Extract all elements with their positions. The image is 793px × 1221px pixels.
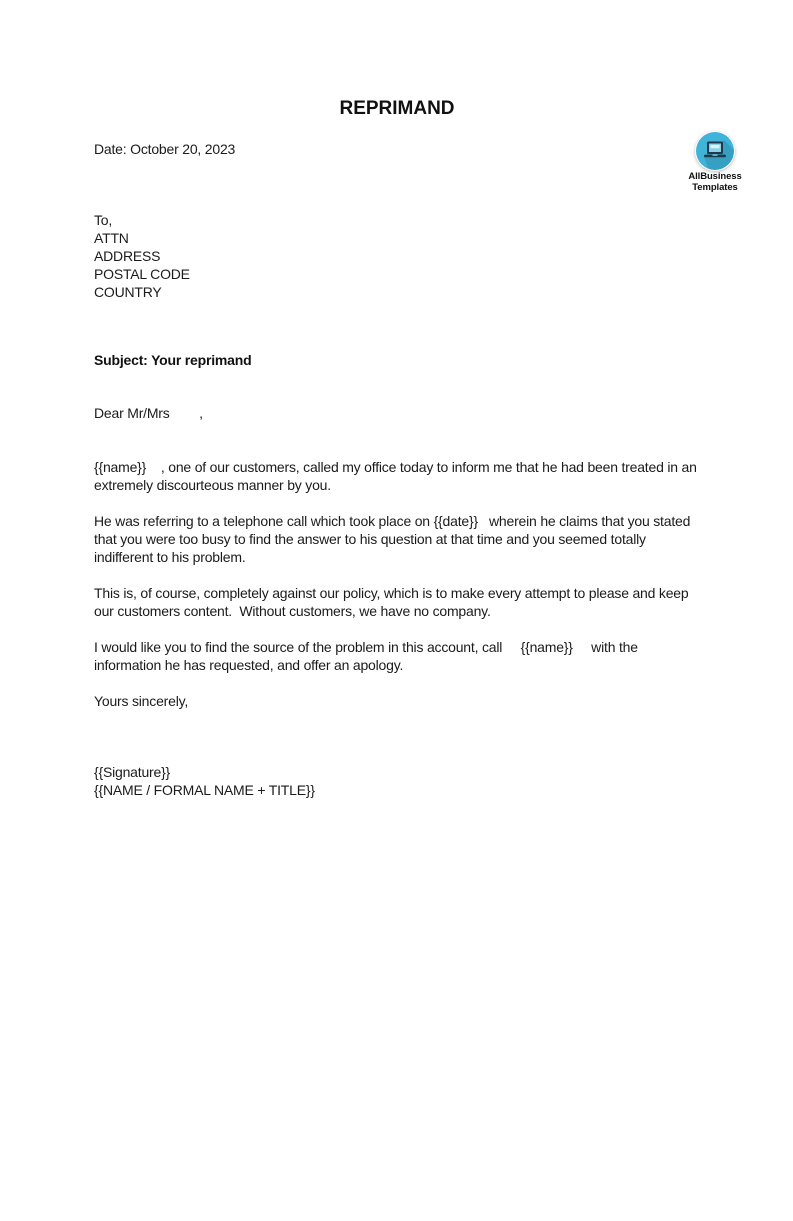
logo-text-line2: Templates: [692, 182, 738, 193]
recipient-line-postal-code: POSTAL CODE: [94, 266, 190, 282]
body-paragraph-3: This is, of course, completely against our policy, which is to make every attempt to please and keep our customers content. Without customers, we have no company.: [94, 585, 693, 619]
recipient-line-country: COUNTRY: [94, 284, 162, 300]
body-paragraph-1: {{name}} , one of our customers, called my office today to inform me that he had been treated in an extremely discourteous manner by you.: [94, 459, 701, 493]
laptop-logo-icon: [695, 131, 735, 171]
signature-block: [94, 763, 700, 799]
salutation: Dear Mr/Mrs ,: [94, 405, 203, 421]
recipient-line-to: To,: [94, 212, 113, 228]
document-page: [0, 99, 793, 1221]
date-line: Date: October 20, 2023: [94, 141, 236, 157]
name-title-placeholder: {{NAME / FORMAL NAME + TITLE}}: [94, 782, 315, 798]
recipient-line-attn: ATTN: [94, 230, 129, 246]
body-paragraph-2: He was referring to a telephone call which took place on {{date}} wherein he claims that you stated that you were too busy to find the answer to his question at that time and you seemed totally indifferent to his problem.: [94, 513, 694, 565]
body-paragraph-4: I would like you to find the source of the problem in this account, call {{name}} with the information he has requested, and offer an apology.: [94, 639, 642, 673]
closing-line: Yours sincerely,: [94, 693, 189, 709]
subject-line: Subject: Your reprimand: [94, 352, 252, 368]
logo: [676, 131, 754, 193]
logo-text-line1: AllBusiness: [688, 171, 742, 182]
letter-title: REPRIMAND: [339, 98, 455, 119]
recipient-line-address: ADDRESS: [94, 248, 161, 264]
recipient-address-block: [94, 211, 700, 301]
signature-placeholder: {{Signature}}: [94, 764, 171, 780]
